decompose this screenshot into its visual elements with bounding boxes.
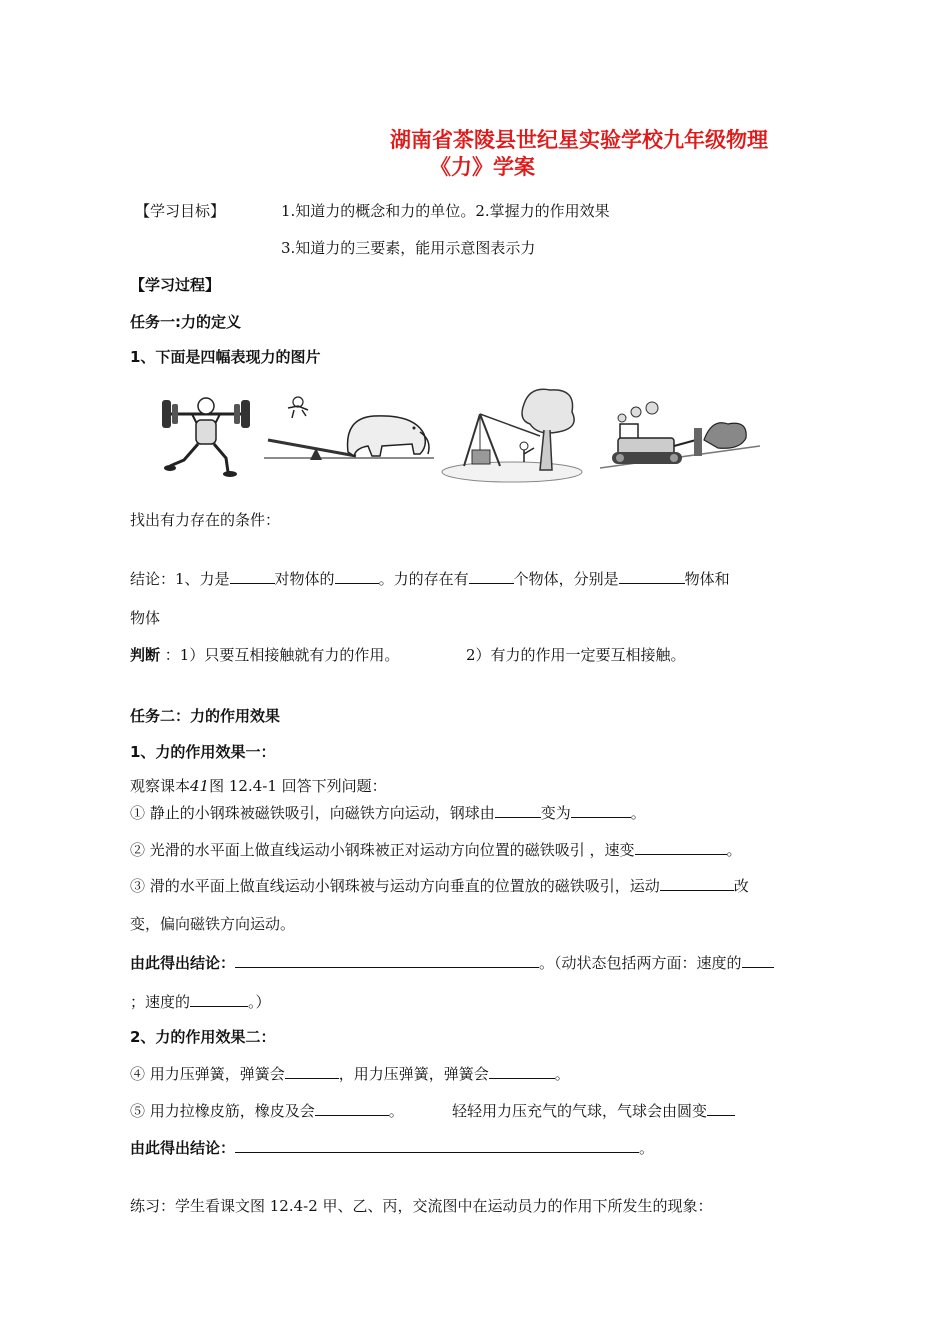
question-4-end: 。 (554, 1065, 570, 1083)
question-4 (130, 1062, 570, 1084)
tree-pulley-icon (440, 384, 585, 484)
conclusion-text-3: 。力的存在有 (378, 570, 469, 588)
question-1-text: ① 静止的小钢珠被磁铁吸引，向磁铁方向运动，钢球由 (130, 804, 495, 822)
page-title: 湖南省茶陵县世纪星实验学校九年级物理 (390, 128, 768, 152)
question-2-text: ② 光滑的水平面上做直线运动小钢珠被正对运动方向位置的磁铁吸引 ，速变 (130, 841, 635, 859)
effect1-heading: 1、力的作用效果一： (130, 743, 276, 761)
task2-heading: 任务二：力的作用效果 (130, 707, 281, 725)
blank-field[interactable] (285, 1062, 339, 1079)
conclusion-text-4: 个物体，分别是 (513, 570, 619, 588)
conclusion-text-1: 结论：1、力是 (130, 570, 230, 588)
blank-field[interactable] (469, 567, 514, 584)
blank-field[interactable] (742, 951, 774, 968)
effect1-conclusion-text: 。（动状态包括两方面：速度的 (539, 954, 742, 972)
question-2 (130, 838, 742, 860)
question-5 (130, 1099, 404, 1121)
judge-row (130, 645, 399, 665)
effect2-heading: 2、力的作用效果二： (130, 1028, 276, 1046)
task1-heading: 任务一:力的定义 (130, 313, 241, 331)
judge-item-2: 2）有力的作用一定要互相接触。 (466, 646, 686, 664)
question-5-balloon (452, 1099, 735, 1121)
blank-field[interactable] (571, 801, 631, 818)
conclusion-label: 由此得出结论： (130, 1139, 236, 1157)
observe-text-1: 观察课本 (130, 777, 191, 795)
blank-field[interactable] (707, 1099, 735, 1116)
practice-line: 练习：学生看课文图 12.4-2 甲、乙、丙，交流图中在运动员力的作用下所发生的现象： (130, 1197, 713, 1215)
blank-field[interactable] (230, 567, 275, 584)
conclusion-text-2: 对物体的 (274, 570, 335, 588)
conclusion-label: 由此得出结论： (130, 954, 236, 972)
objective-line-2: 3.知道力的三要素，能用示意图表示力 (281, 239, 536, 257)
observe-page: 41 (190, 777, 210, 795)
judge-label: 判断 (130, 646, 161, 664)
task1-conclusion (130, 567, 730, 589)
question-4-text: ④ 用力压弹簧，弹簧会 (130, 1065, 285, 1083)
question-5-text-2: 。 (388, 1102, 404, 1120)
balloon-text: 轻轻用力压充气的气球，气球会由圆变 (452, 1102, 708, 1120)
question-3-line-2: 变，偏向磁铁方向运动。 (130, 915, 296, 933)
question-4-text-2: ，用力压弹簧，弹簧会 (338, 1065, 489, 1083)
question-3-text-2: 改 (733, 877, 749, 895)
blank-field[interactable] (335, 567, 379, 584)
question-2-end: 。 (726, 841, 742, 859)
effect1-conclusion (130, 951, 774, 973)
process-heading: 【学习过程】 (130, 276, 221, 294)
blank-field[interactable] (235, 951, 539, 968)
blank-field[interactable] (635, 838, 727, 855)
find-conditions: 找出有力存在的条件： (130, 511, 281, 529)
task1-item1: 1、下面是四幅表现力的图片 (130, 348, 321, 366)
question-3 (130, 874, 749, 896)
objective-line-1: 1.知道力的概念和力的单位。2.掌握力的作用效果 (281, 202, 610, 220)
effect2-conclusion-end: 。 (639, 1139, 655, 1157)
objectives-label: 【学习目标】 (135, 202, 226, 220)
blank-field[interactable] (495, 801, 541, 818)
question-1-text-2: 变为 (540, 804, 571, 822)
observe-line (130, 776, 387, 796)
judge-item-1: ：1）只要互相接触就有力的作用。 (164, 646, 400, 664)
effect1-conclusion-line-2 (130, 990, 271, 1012)
speed-end: 。） (248, 993, 271, 1011)
page-subtitle: 《力》学案 (430, 155, 535, 179)
question-3-text: ③ 滑的水平面上做直线运动小钢珠被与运动方向垂直的位置放的磁铁吸引，运动 (130, 877, 660, 895)
question-5-text: ⑤ 用力拉橡皮筋，橡皮及会 (130, 1102, 315, 1120)
speed-text: ；速度的 (130, 993, 191, 1011)
conclusion-line-2: 物体 (130, 609, 161, 627)
blank-field[interactable] (619, 567, 685, 584)
question-1-end: 。 (630, 804, 646, 822)
blank-field[interactable] (190, 990, 248, 1007)
blank-field[interactable] (235, 1136, 639, 1153)
weightlifter-icon (156, 386, 256, 486)
blank-field[interactable] (660, 874, 734, 891)
observe-text-2: 图 12.4-1 回答下列问题： (209, 777, 387, 795)
blank-field[interactable] (489, 1062, 555, 1079)
conclusion-text-5: 物体和 (684, 570, 730, 588)
blank-field[interactable] (315, 1099, 389, 1116)
question-1 (130, 801, 646, 823)
elephant-seesaw-icon (264, 388, 434, 468)
effect2-conclusion (130, 1136, 654, 1158)
bulldozer-icon (600, 388, 760, 478)
